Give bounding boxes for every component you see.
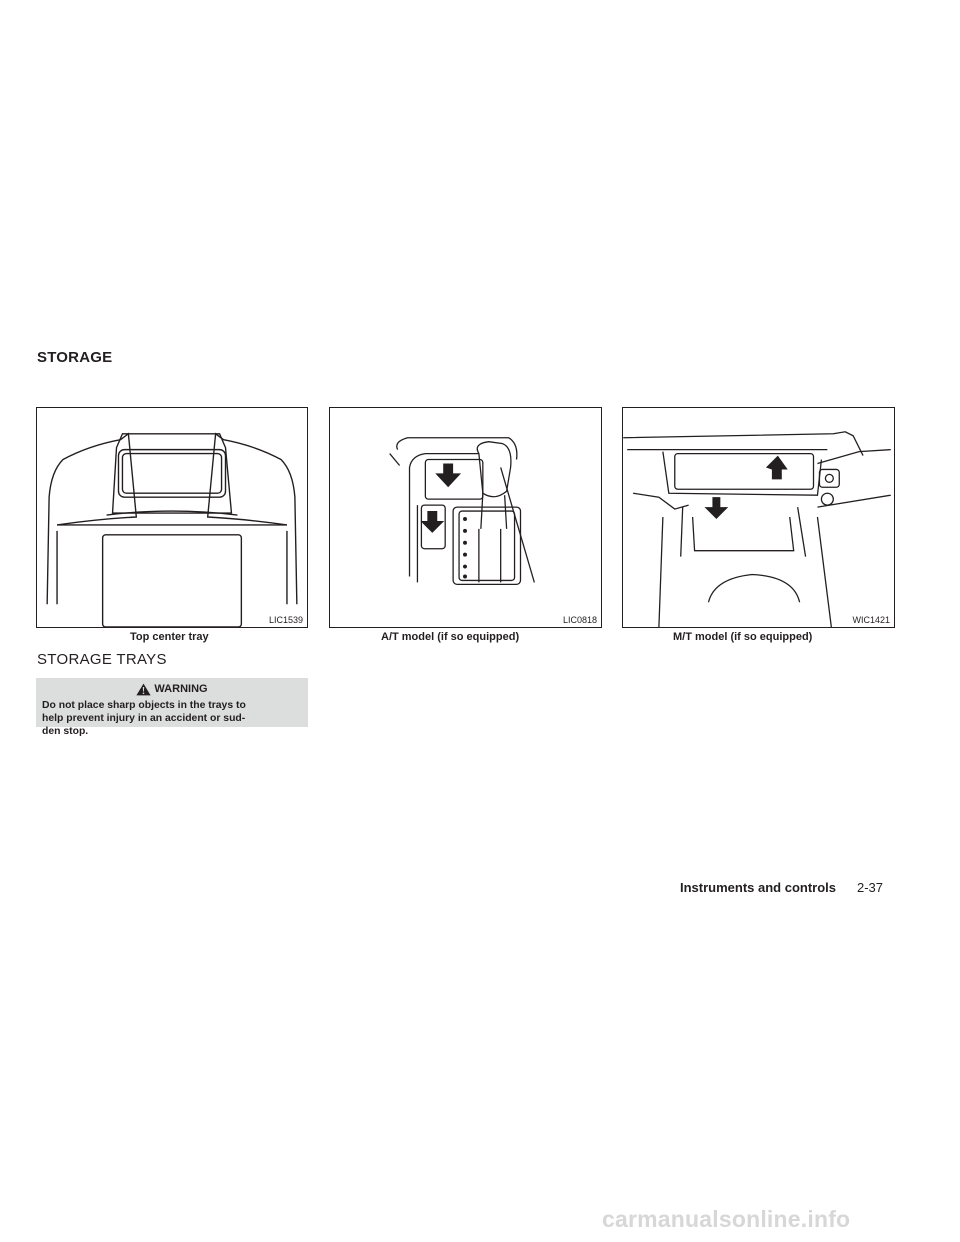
at-model-illustration: [330, 408, 601, 627]
figure-caption: Top center tray: [130, 631, 209, 643]
top-center-tray-illustration: [37, 408, 307, 627]
figure-code: LIC0818: [562, 615, 597, 625]
mt-model-illustration: [623, 408, 894, 627]
warning-line: help prevent injury in an accident or sud-: [42, 713, 246, 724]
section-heading: STORAGE: [37, 349, 113, 366]
subsection-heading: STORAGE TRAYS: [37, 651, 167, 668]
figure-mt-model: [622, 407, 895, 628]
warning-line: Do not place sharp objects in the trays to: [42, 700, 246, 711]
figure-at-model: [329, 407, 602, 628]
figure-caption: M/T model (if so equipped): [673, 631, 813, 643]
watermark: carmanualsonline.info: [602, 1206, 851, 1232]
figure-code: WIC1421: [852, 615, 890, 625]
warning-line: den stop.: [42, 726, 89, 737]
warning-box: [36, 678, 308, 737]
footer-page-number: 2-37: [857, 880, 884, 895]
warning-label: WARNING: [154, 683, 208, 695]
warning-text: [42, 699, 304, 738]
footer-section-label: Instruments and controls: [680, 880, 837, 895]
figure-top-center-tray: [36, 407, 308, 628]
warning-triangle-icon: [136, 683, 151, 696]
warning-title: [36, 681, 308, 697]
figure-caption: A/T model (if so equipped): [381, 631, 520, 643]
figure-code: LIC1539: [268, 615, 303, 625]
